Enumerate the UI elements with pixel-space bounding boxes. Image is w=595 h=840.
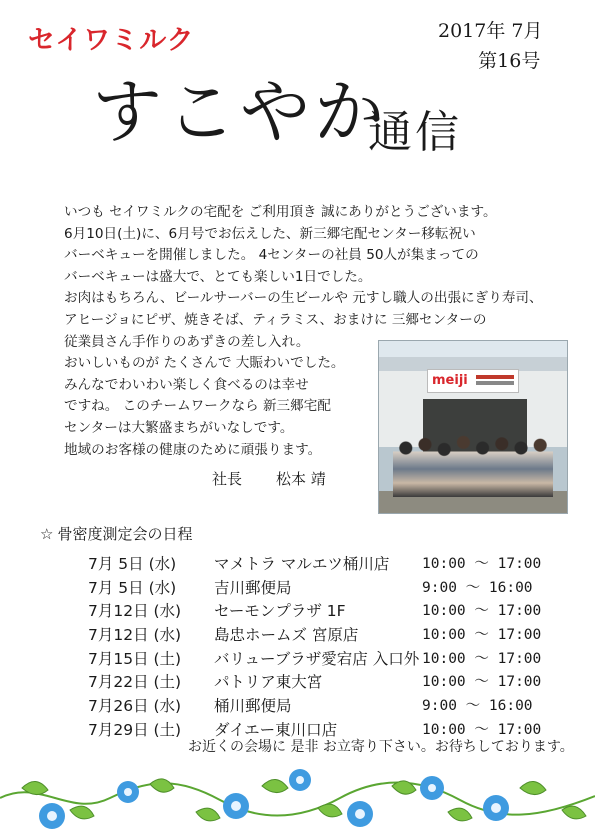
issue-info [438,16,542,76]
schedule-time: 10:00 ～ 17:00 [422,650,542,667]
schedule-venue: セーモンプラザ 1F [214,602,346,621]
letter-line: いつも セイワミルクの宅配を ご利用頂き 誠にありがとうございます。 [64,204,497,220]
letter-line: 地域のお客様の健康のために頑張ります。 [64,441,322,458]
schedule-row [88,599,548,623]
brand-logo: セイワミルク [28,25,195,56]
schedule-venue: バリューブラザ愛宕店 入口外 [214,649,420,668]
schedule-venue: 島忠ホームズ 宮原店 [214,626,359,645]
schedule-date: 7月 5日 (水) [88,578,177,597]
schedule-time: 10:00 ～ 17:00 [422,627,542,644]
letter-line: ですね。 このチームワークなら 新三郷宅配 [64,398,331,415]
schedule-date: 7月15日 (土) [88,649,182,668]
schedule-venue: 吉川郵便局 [214,578,292,597]
letter-line: みんなでわいわい楽しく食べるのは幸せ [64,376,309,393]
signature [212,468,326,489]
group-photo [378,340,568,514]
schedule-time: 10:00 ～ 17:00 [422,721,542,738]
letter-line: バーベキューは盛大で、とても楽しい1日でした。 [64,268,372,285]
signature-title: 社長 [212,470,243,488]
schedule-venue: パトリア東大宮 [214,673,323,692]
closing-message: お近くの会場に 是非 お立寄り下さい。お待ちしております。 [188,739,574,755]
schedule-row [88,694,548,718]
schedule-time: 10:00 ～ 17:00 [422,603,542,620]
issue-date: 2017年 7月 [438,20,543,42]
star-icon: ☆ [40,525,54,543]
schedule-row [88,623,548,647]
schedule-row [88,552,548,576]
letter-line: センターは大繁盛まちがいなしです。 [64,419,294,436]
schedule-date: 7月12日 (水) [88,626,182,645]
photo-sign: meiji [427,369,519,393]
letter-line: バーベキューを開催しました。 4センターの社員 50人が集まっての [64,247,479,264]
schedule-row [88,576,548,600]
signature-name: 松本 靖 [276,470,326,488]
letter-line: アヒージョにピザ、焼きそば、ティラミス、おまけに 三郷センターの [64,311,487,328]
schedule-venue: マメトラ マルエツ桶川店 [214,555,390,573]
schedule-date: 7月26日 (水) [88,697,182,716]
issue-number: 第16号 [478,50,541,72]
newsletter-subtitle: 通信 [368,107,462,158]
schedule-time: 10:00 ～ 17:00 [422,674,542,691]
newsletter-title: すこやか [92,71,388,153]
photo-crowd [393,427,553,497]
letter-line: 従業員さん手作りのあずきの差し入れ。 [64,333,310,350]
letter-line: おいしいものが たくさんで 大賑わいでした。 [64,355,345,372]
schedule-heading-text: 骨密度測定会の日程 [57,525,193,543]
letter-line: 6月10日(土)に、6月号でお伝えした、新三郷宅配センター移転祝い [64,225,476,242]
schedule-time: 9:00 ～ 16:00 [422,698,533,715]
morning-glory-border-icon [0,758,595,838]
schedule-list [88,552,548,742]
schedule-date: 7月22日 (土) [88,673,182,692]
letter-line: お肉はもちろん、ビールサーバーの生ビールや 元すし職人の出張にぎり寿司、 [64,290,543,307]
schedule-heading [40,523,192,544]
schedule-venue: ダイエー東川口店 [214,720,338,739]
schedule-time: 10:00 ～ 17:00 [422,556,542,572]
schedule-row [88,647,548,671]
schedule-date: 7月 5日 (水) [88,555,177,573]
schedule-date: 7月12日 (水) [88,602,182,621]
schedule-venue: 桶川郵便局 [214,697,292,716]
schedule-time: 9:00 ～ 16:00 [422,579,533,596]
schedule-date: 7月29日 (土) [88,720,182,739]
schedule-row [88,670,548,694]
